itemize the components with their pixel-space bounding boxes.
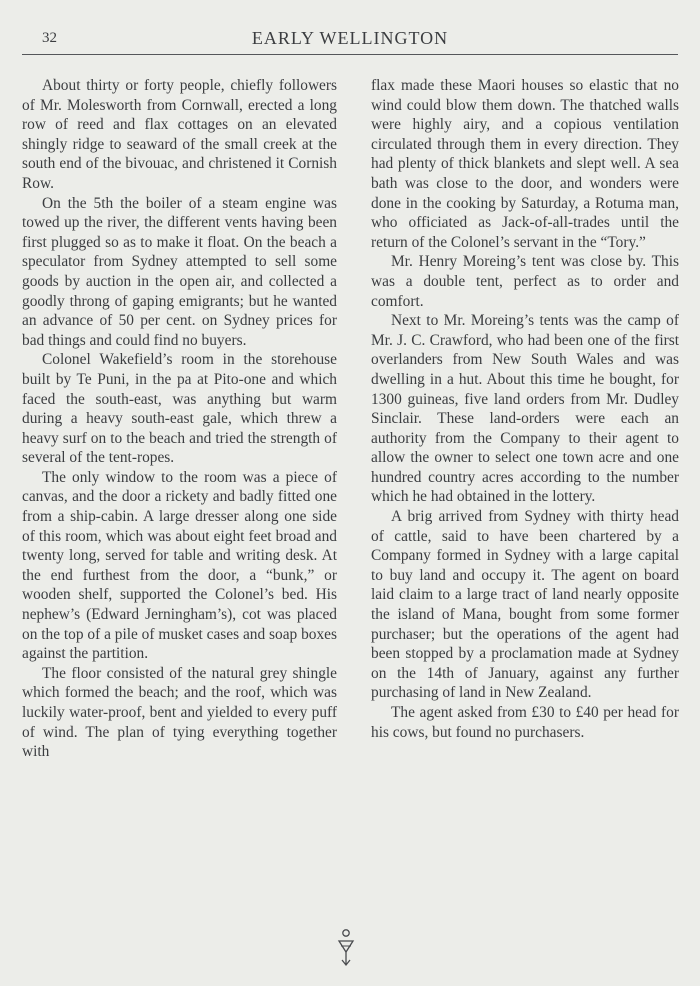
- paragraph: The only window to the room was a piece of canvas, and the door a rickety and badly fitted one from a ship-cabin. A large dresser along one side of this room, which was about eight feet broad and twenty long, served for table and writing desk. At the end furthest from the door, a “bunk,” or wooden shelf, supported the Colonel’s bed. His nephew’s (Edward Jerningham’s), cot was placed on the top of a pile of musket cases and soap boxes against the partition.: [22, 468, 338, 663]
- running-title: EARLY WELLINGTON: [251, 28, 449, 48]
- paragraph: Colonel Wakefield’s room in the storehouse built by Te Puni, in the pa at Pito-one and which faced the south-east, was anything but warm during a heavy south-east gale, which threw a heavy surf on to the beach and tried the strength of several of the tent-ropes.: [22, 351, 337, 467]
- paragraph: Next to Mr. Moreing’s tents was the camp of Mr. J. C. Crawford, who had been one of the first overlanders from New South Wales and was dwelling in a hut. About this time he bought, for 1300 guineas, five land orders from Mr. Dudley Sinclair. These land-orders were each an authority from the Company to their agent to allow the owner to select one town acre and one hundred country acres according to the number which he had obtained in the lottery.: [371, 312, 679, 506]
- right-column: [371, 76, 679, 742]
- paragraph: A brig arrived from Sydney with thirty head of cattle, said to have been chartered by a Company formed in Sydney with a large capital to buy land and occupy it. The agent on board laid claim to a large tract of land nearly opposite the island of Mana, bought from some former purchaser; but the operations of the agent had been stopped by a proclamation made at Sydney on the 14th of January, against any further purchasing of land in New Zealand.: [371, 508, 679, 702]
- paragraph: The floor consisted of the natural grey shingle which formed the beach; and the roof, which was luckily water-proof, bent and yielded to every puff of wind. The plan of tying everything together with: [22, 664, 337, 761]
- printer-ornament-icon: [336, 928, 356, 968]
- left-column: [22, 76, 337, 762]
- paragraph: flax made these Maori houses so elastic that no wind could blow them down. The thatched walls were highly airy, and a copious ventilation circulated through them in every direction. They had plenty of thick blankets and slept well. A sea bath was close to the door, and wonders were done in the cooking by Saturday, a Rotuma man, who officiated as Jack-of-all-trades until the return of the Colonel’s servant in the “Tory.”: [371, 77, 679, 251]
- paragraph: The agent asked from £30 to £40 per head for his cows, but found no purchasers.: [371, 704, 679, 741]
- paragraph: On the 5th the boiler of a steam engine was towed up the river, the different vents having been first plugged so as to make it float. On the beach a speculator from Sydney attempted to sell some goods by auction in the open air, and collected a goodly throng of gaping emigrants; but he wanted an advance of 50 per cent. on Sydney prices for bad things and could find no buyers.: [22, 194, 337, 349]
- paragraph: Mr. Henry Moreing’s tent was close by. This was a double tent, perfect as to order and comfort.: [371, 253, 679, 310]
- paragraph: About thirty or forty people, chiefly followers of Mr. Molesworth from Cornwall, erected a long row of reed and flax cottages on an elevated shingly ridge to seaward of the small creek at the south end of the bivouac, and christened it Cornish Row.: [22, 77, 337, 192]
- header-rule: [22, 54, 678, 55]
- page-header: [22, 28, 678, 52]
- page-number: 32: [42, 30, 57, 46]
